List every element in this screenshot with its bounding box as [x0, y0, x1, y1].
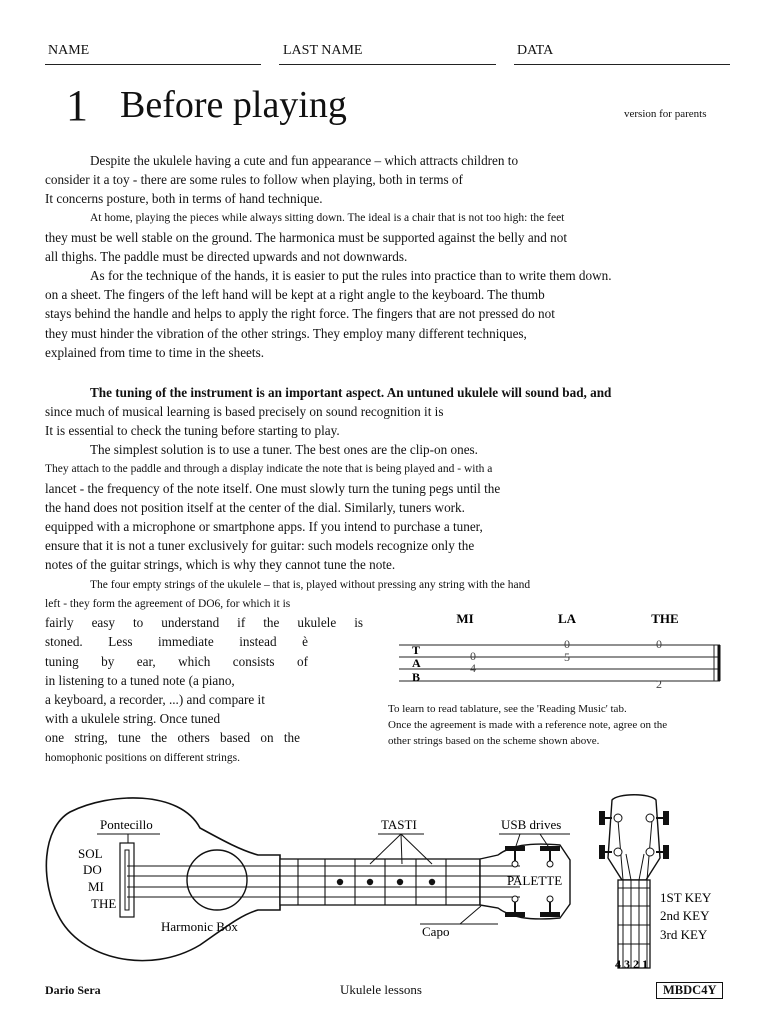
tab-letter-a: A: [412, 656, 421, 670]
key-label-2: 2nd KEY: [660, 908, 710, 923]
string-numbers: 4 3 2 1: [615, 957, 648, 971]
harmonic-box-label: Harmonic Box: [161, 919, 238, 934]
text-line: fairly easy to understand if the ukulele is: [45, 615, 363, 630]
text-line: ensure that it is not a tuner exclusively for guitar: such models recognize only the: [45, 538, 475, 553]
text-line: one string, tune the others based on the: [45, 730, 300, 745]
key-label-3: 3rd KEY: [660, 927, 708, 942]
author: Dario Sera: [45, 983, 101, 997]
text-line: notes of the guitar strings, which is why they cannot tune the note.: [45, 557, 396, 572]
string-label-do: DO: [83, 862, 102, 877]
string-label-mi: MI: [88, 879, 104, 894]
text-line: It concerns posture, both in terms of hand technique.: [45, 191, 323, 206]
tab-letter-t: T: [412, 643, 421, 657]
tab-header-la: LA: [557, 611, 577, 626]
text-line: they must hinder the vibration of the other strings. They employ many different techniques,: [45, 326, 527, 341]
text-line: It is essential to check the tuning before starting to play.: [45, 423, 340, 438]
text-line: they must be well stable on the ground. The harmonica must be supported against the belly and not: [45, 230, 568, 245]
tab-header-mi: MI: [456, 611, 474, 626]
name-line: [45, 64, 261, 65]
text-line: in listening to a tuned note (a piano,: [45, 673, 235, 688]
text-line: At home, playing the pieces while always sitting down. The ideal is a chair that is not too high: the feet: [90, 212, 565, 224]
tab-note-line: To learn to read tablature, see the 'Reading Music' tab.: [388, 703, 627, 715]
headstock-front: [608, 795, 660, 880]
saddle: [125, 850, 129, 910]
data-label: DATA: [517, 43, 554, 58]
text-line: since much of musical learning is based precisely on sound recognition it is: [45, 404, 444, 419]
usb-label: USB drives: [501, 817, 562, 832]
code-badge: MBDC4Y: [656, 982, 723, 999]
text-line: explained from time to time in the sheets.: [45, 345, 265, 360]
text-line: with a ukulele string. Once tuned: [45, 711, 221, 726]
tab-notes: [388, 701, 667, 749]
text-line: lancet - the frequency of the note itself. One must slowly turn the tuning pegs until the: [45, 481, 501, 496]
frets-label: TASTI: [381, 817, 417, 832]
text-line: The tuning of the instrument is an important aspect. An untuned ukulele will sound bad, and: [90, 385, 612, 400]
text-line: Despite the ukulele having a cute and fun appearance – which attracts children to: [90, 153, 519, 168]
text-line: on a sheet. The fingers of the left hand will be kept at a right angle to the keyboard. The thumb: [45, 287, 545, 302]
string-label-sol: SOL: [78, 846, 103, 861]
tab-number: 0: [656, 637, 662, 651]
lesson-number: 1: [66, 81, 88, 130]
sound-hole: [187, 850, 247, 910]
ukulele-diagram: [0, 780, 768, 980]
palette-label: PALETTE: [507, 873, 563, 888]
tab-number: 4: [470, 661, 476, 675]
last-name-label: LAST NAME: [283, 43, 363, 58]
page-title: Before playing: [120, 84, 347, 126]
text-line: the hand does not position itself at the center of the dial. Similarly, tuners work.: [45, 500, 465, 515]
ukulele-body: [46, 798, 280, 961]
text-line: stoned. Less immediate instead è: [45, 634, 308, 649]
text-line: a keyboard, a recorder, ...) and compare it: [45, 692, 265, 707]
name-label: NAME: [48, 43, 90, 58]
footer-title: Ukulele lessons: [340, 982, 422, 997]
text-line: left - they form the agreement of DO6, for which it is: [45, 598, 291, 610]
last-name-line: [279, 64, 496, 65]
text-line: all thighs. The paddle must be directed upwards and not downwards.: [45, 249, 408, 264]
text-line: As for the technique of the hands, it is easier to put the rules into practice than to write them down.: [90, 268, 612, 283]
key-label-1: 1ST KEY: [660, 890, 712, 905]
tab-number: 0: [470, 649, 476, 663]
data-line: [514, 64, 730, 65]
text-line: homophonic positions on different strings.: [45, 752, 240, 764]
capo-label: Capo: [422, 924, 450, 939]
tab-letter-b: B: [412, 670, 421, 684]
tab-number: 5: [564, 650, 570, 664]
tab-header-the: THE: [651, 611, 679, 626]
text-line: The four empty strings of the ukulele – that is, played without pressing any string with the hand: [90, 579, 531, 591]
text-line: tuning by ear, which consists of: [45, 654, 308, 669]
text-line: consider it a toy - there are some rules to follow when playing, both in terms of: [45, 172, 463, 187]
tab-note-line: Once the agreement is made with a reference note, agree on the: [388, 719, 668, 731]
text-line: stays behind the handle and helps to apply the right force. The fingers that are not pressed do not: [45, 306, 555, 321]
text-line: They attach to the paddle and through a display indicate the note that is being played and - with a: [45, 463, 493, 475]
string-label-the: THE: [91, 896, 117, 911]
text-line: equipped with a microphone or smartphone apps. If you intend to purchase a tuner,: [45, 519, 483, 534]
tab-number: 2: [656, 677, 662, 690]
bridge-label: Pontecillo: [100, 817, 153, 832]
tablature: [395, 606, 730, 690]
tab-note-line: other strings based on the scheme shown above.: [388, 735, 600, 747]
version-note: version for parents: [624, 108, 707, 120]
text-line: The simplest solution is to use a tuner. The best ones are the clip-on ones.: [90, 442, 478, 457]
tab-number: 0: [564, 637, 570, 651]
